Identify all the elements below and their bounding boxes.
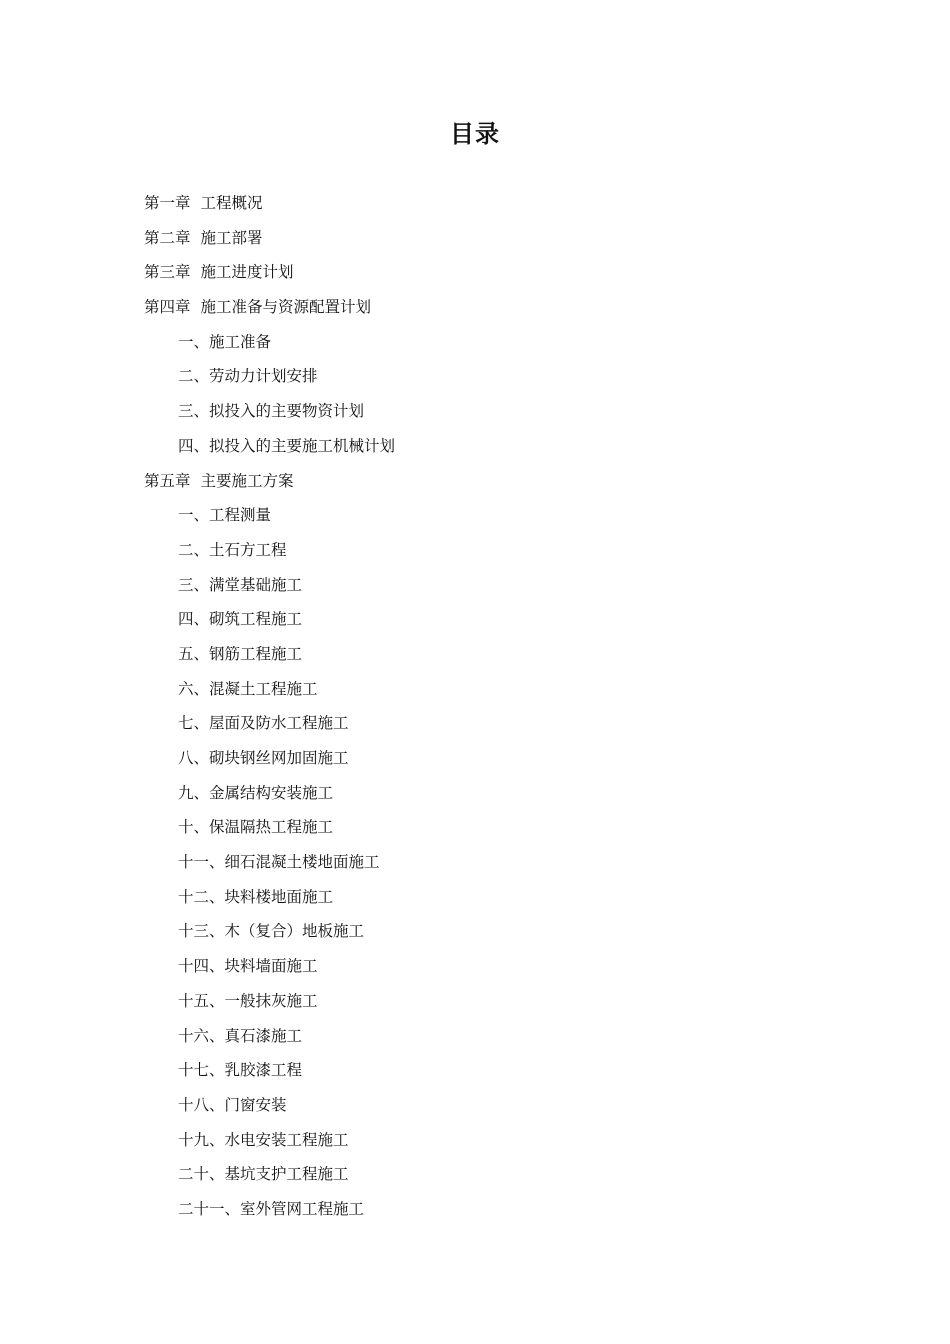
toc-section-entry [144, 672, 844, 707]
toc-chapter-entry [144, 464, 844, 499]
toc-section-entry [144, 359, 844, 394]
toc-section-entry [144, 776, 844, 811]
toc-entry-text: 十六、真石漆施工 [178, 1026, 303, 1045]
toc-section-entry [144, 949, 844, 984]
toc-section-entry [144, 1192, 844, 1227]
toc-chapter-number: 第三章 [144, 263, 191, 282]
toc-section-entry [144, 1088, 844, 1123]
toc-entry-text: 十五、一般抹灰施工 [178, 991, 318, 1010]
toc-entry-text: 四、砌筑工程施工 [178, 610, 303, 629]
toc-section-entry [144, 880, 844, 915]
toc-section-entry [144, 914, 844, 949]
toc-entry-text: 二十、基坑支护工程施工 [178, 1165, 349, 1184]
toc-entry-text: 六、混凝土工程施工 [178, 679, 318, 698]
toc-entry-text: 十七、乳胶漆工程 [178, 1061, 303, 1080]
toc-entry-text: 十四、块料墙面施工 [178, 957, 318, 976]
toc-entry-text: 主要施工方案 [200, 471, 294, 490]
toc-chapter-entry [144, 290, 844, 325]
toc-entry-text: 十三、木（复合）地板施工 [178, 922, 365, 941]
toc-entry-text: 九、金属结构安装施工 [178, 783, 334, 802]
toc-section-entry [144, 394, 844, 429]
toc-entry-text: 二、土石方工程 [178, 540, 287, 559]
toc-section-entry [144, 741, 844, 776]
toc-entry-text: 一、施工准备 [178, 332, 272, 351]
toc-chapter-number: 第一章 [144, 194, 191, 212]
toc-section-entry [144, 602, 844, 637]
toc-entry-text: 七、屋面及防水工程施工 [178, 714, 349, 733]
page-title: 目录 [450, 120, 500, 148]
toc-section-entry [144, 810, 844, 845]
toc-entry-text: 三、拟投入的主要物资计划 [178, 402, 365, 421]
table-of-contents [144, 186, 844, 1227]
toc-entry-text: 二、劳动力计划安排 [178, 367, 318, 386]
toc-section-entry [144, 706, 844, 741]
toc-entry-text: 十二、块料楼地面施工 [178, 887, 334, 906]
toc-entry-text: 工程概况 [200, 194, 263, 212]
toc-entry-text: 一、工程测量 [178, 506, 272, 525]
toc-chapter-entry [144, 221, 844, 256]
toc-section-entry [144, 984, 844, 1019]
toc-section-entry [144, 325, 844, 360]
toc-chapter-entry [144, 186, 844, 221]
toc-entry-text: 施工准备与资源配置计划 [200, 298, 372, 317]
toc-chapter-number: 第五章 [144, 471, 191, 490]
toc-section-entry [144, 1019, 844, 1054]
toc-entry-text: 八、砌块钢丝网加固施工 [178, 749, 349, 767]
toc-section-entry [144, 845, 844, 880]
toc-chapter-number: 第二章 [144, 228, 191, 247]
toc-entry-text: 三、满堂基础施工 [178, 575, 303, 594]
toc-entry-text: 二十一、室外管网工程施工 [178, 1199, 365, 1218]
toc-entry-text: 施工进度计划 [200, 263, 294, 282]
toc-entry-text: 四、拟投入的主要施工机械计划 [178, 436, 396, 455]
toc-section-entry [144, 1157, 844, 1192]
toc-chapter-entry [144, 255, 844, 290]
toc-section-entry [144, 1053, 844, 1088]
toc-entry-text: 十、保温隔热工程施工 [178, 818, 334, 837]
toc-section-entry [144, 533, 844, 568]
toc-section-entry [144, 568, 844, 603]
toc-entry-text: 施工部署 [200, 228, 263, 247]
toc-entry-text: 五、钢筋工程施工 [178, 644, 303, 663]
toc-section-entry [144, 1123, 844, 1158]
toc-entry-text: 十九、水电安装工程施工 [178, 1130, 349, 1149]
toc-chapter-number: 第四章 [144, 298, 191, 317]
toc-section-entry [144, 498, 844, 533]
toc-section-entry [144, 429, 844, 464]
toc-entry-text: 十八、门窗安装 [178, 1095, 287, 1114]
toc-section-entry [144, 637, 844, 672]
toc-entry-text: 十一、细石混凝土楼地面施工 [178, 853, 380, 872]
